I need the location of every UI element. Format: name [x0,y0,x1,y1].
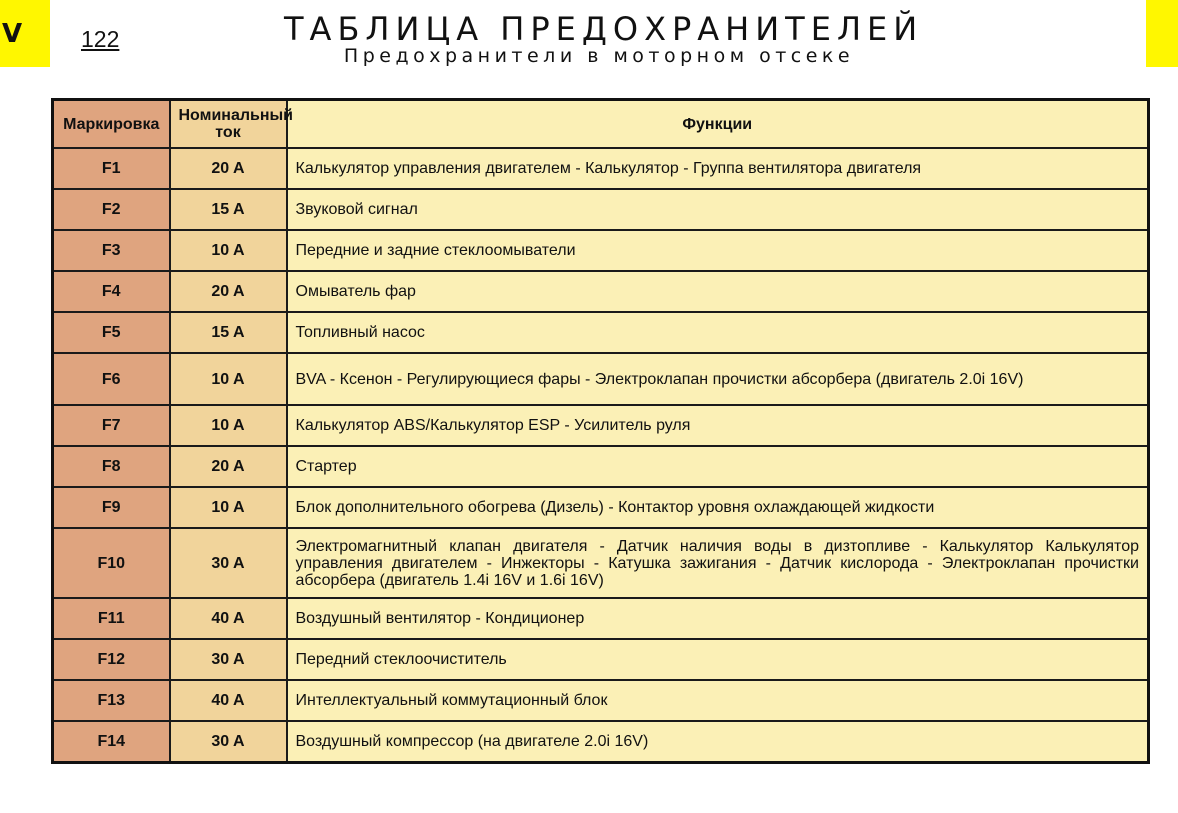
section-tab-right [1146,0,1178,67]
table-row [53,721,1149,763]
fuse-marking: F6 [53,353,170,405]
table-header-row [53,100,1149,149]
fuse-marking: F3 [53,230,170,271]
table-row [53,639,1149,680]
fuse-function: Воздушный компрессор (на двигателе 2.0i 16V) [287,721,1149,763]
fuse-current: 40 A [170,680,287,721]
fuse-current: 20 A [170,271,287,312]
fuse-marking: F11 [53,598,170,639]
section-tab-letter: V [2,18,23,49]
fuse-marking: F8 [53,446,170,487]
fuse-current: 10 A [170,230,287,271]
table-row [53,680,1149,721]
fuse-function: Воздушный вентилятор - Кондиционер [287,598,1149,639]
fuse-marking: F12 [53,639,170,680]
fuse-marking: F10 [53,528,170,598]
fuse-marking: F9 [53,487,170,528]
fuse-function: Передний стеклоочиститель [287,639,1149,680]
table-row [53,487,1149,528]
page-subtitle: Предохранители в моторном отсеке [343,45,855,67]
fuse-marking: F13 [53,680,170,721]
table-row [53,189,1149,230]
fuse-function: Передние и задние стеклоомыватели [287,230,1149,271]
fuse-marking: F14 [53,721,170,763]
fuse-current: 10 A [170,405,287,446]
table-row [53,353,1149,405]
fuse-function: Калькулятор управления двигателем - Калькулятор - Группа вентилятора двигателя [287,148,1149,189]
table-row [53,405,1149,446]
table-row [53,271,1149,312]
fuse-function: Стартер [287,446,1149,487]
page-title: ТАБЛИЦА ПРЕДОХРАНИТЕЛЕЙ [284,10,924,48]
table-row [53,230,1149,271]
fuse-current: 15 A [170,189,287,230]
fuse-function: Топливный насос [287,312,1149,353]
fuse-function: Омыватель фар [287,271,1149,312]
table-row [53,528,1149,598]
fuse-function: BVA - Ксенон - Регулирующиеся фары - Электроклапан прочистки абсорбера (двигатель 2.0i 16V) [287,353,1149,405]
table-row [53,446,1149,487]
fuse-function: Электромагнитный клапан двигателя - Датчик наличия воды в дизтопливе - Калькулятор Калькулятор управления двигателем - Инжекторы - Катушка зажигания - Датчик кислорода - Электроклапан прочистки абсорбера (двигатель 1.4i 16V и 1.6i 16V) [287,528,1149,598]
fuse-function: Блок дополнительного обогрева (Дизель) - Контактор уровня охлаждающей жидкости [287,487,1149,528]
fuse-current: 15 A [170,312,287,353]
fuse-current: 20 A [170,446,287,487]
column-header-current: Номинальный ток [170,100,287,149]
fuse-current: 10 A [170,353,287,405]
column-header-functions: Функции [287,100,1149,149]
table-row [53,148,1149,189]
fuse-current: 30 A [170,639,287,680]
fuse-marking: F7 [53,405,170,446]
fuse-current: 20 A [170,148,287,189]
fuse-function: Интеллектуальный коммутационный блок [287,680,1149,721]
fuse-current: 10 A [170,487,287,528]
fuse-marking: F4 [53,271,170,312]
fuse-current: 40 A [170,598,287,639]
table-row [53,598,1149,639]
fuse-table [51,98,1150,764]
fuse-function: Калькулятор ABS/Калькулятор ESP - Усилитель руля [287,405,1149,446]
fuse-current: 30 A [170,528,287,598]
column-header-marking: Маркировка [53,100,170,149]
page-number: 122 [81,26,120,52]
table-row [53,312,1149,353]
fuse-marking: F5 [53,312,170,353]
fuse-current: 30 A [170,721,287,763]
fuse-marking: F2 [53,189,170,230]
section-tab [0,0,50,67]
fuse-marking: F1 [53,148,170,189]
fuse-function: Звуковой сигнал [287,189,1149,230]
